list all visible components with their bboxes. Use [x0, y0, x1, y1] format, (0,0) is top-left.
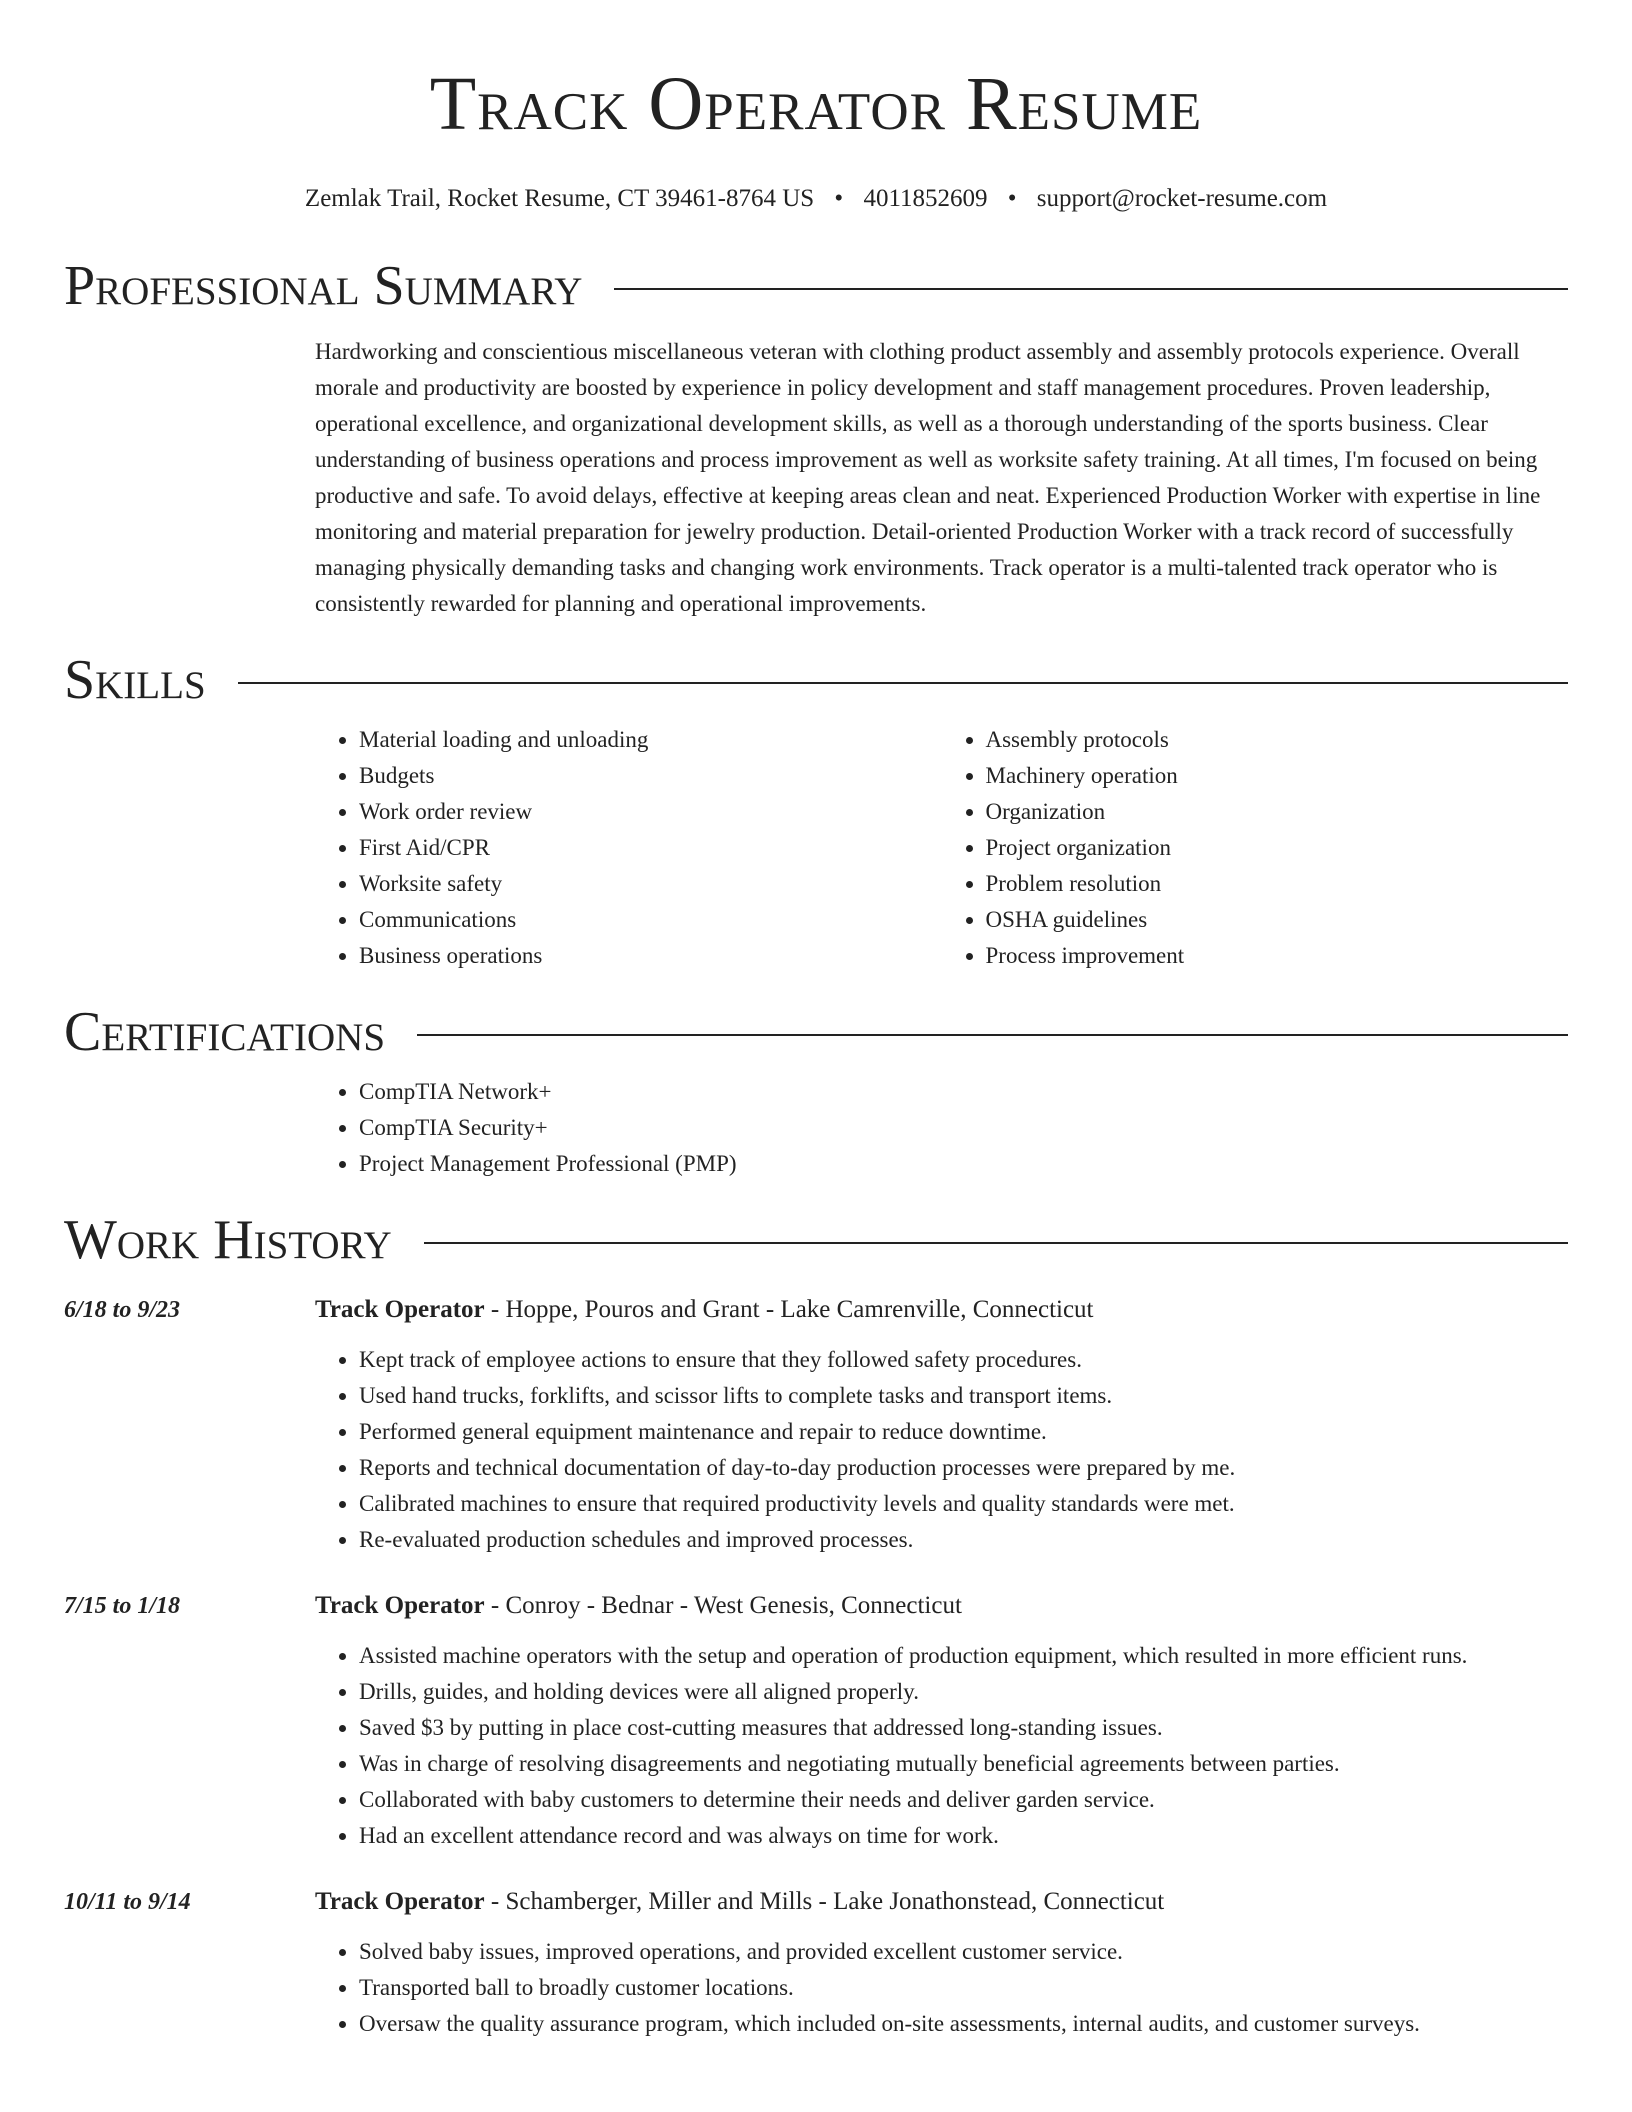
- skills-heading: Skills: [64, 649, 206, 711]
- skill-item: • OSHA guidelines: [986, 902, 1569, 938]
- job-entry: [64, 1884, 1568, 2042]
- job-duty: • Saved $3 by putting in place cost-cutting measures that addressed long-standing issues.: [359, 1710, 1568, 1746]
- skill-item: • Process improvement: [986, 938, 1569, 974]
- skill-item: • Problem resolution: [986, 866, 1569, 902]
- job-duty: • Reports and technical documentation of day-to-day production processes were prepared by me.: [359, 1450, 1568, 1486]
- summary-text: Hardworking and conscientious miscellaneous veteran with clothing product assembly and assembly protocols experience. Overall morale and productivity are boosted by experience in policy development and staff management procedures. Proven leadership, operational excellence, and organizational development skills, as well as a thorough understanding of the sports business. Clear understanding of business operations and process improvement as well as worksite safety training. At all times, I'm focused on being productive and safe. To avoid delays, effective at keeping areas clean and neat. Experienced Production Worker with expertise in line monitoring and material preparation for jewelry production. Detail-oriented Production Worker with a track record of successfully managing physically demanding tasks and changing work environments. Track operator is a multi-talented track operator who is consistently rewarded for planning and operational improvements.: [315, 339, 1541, 616]
- job-duty: • Solved baby issues, improved operations, and provided excellent customer service.: [359, 1934, 1568, 1970]
- section-divider: [238, 682, 1568, 684]
- skills-list-right: [942, 722, 1569, 974]
- skill-item: • Work order review: [359, 794, 942, 830]
- job-employer: - Schamberger, Miller and Mills - Lake Jonathonstead, Connecticut: [484, 1888, 1165, 1915]
- contact-address: Zemlak Trail, Rocket Resume, CT 39461-8764 US: [304, 185, 815, 212]
- contact-separator: •: [1007, 185, 1017, 212]
- skill-item: • Business operations: [359, 938, 942, 974]
- job-duty: • Performed general equipment maintenance and repair to reduce downtime.: [359, 1414, 1568, 1450]
- job-title: Track Operator: [315, 1888, 485, 1915]
- contact-email: support@rocket-resume.com: [1036, 185, 1328, 212]
- job-employer: - Conroy - Bednar - West Genesis, Connecticut: [484, 1592, 962, 1619]
- job-duty: • Calibrated machines to ensure that required productivity levels and quality standards were met.: [359, 1486, 1568, 1522]
- job-title: Track Operator: [315, 1592, 485, 1619]
- job-duties-list: [315, 1342, 1568, 1558]
- work-heading: Work History: [64, 1209, 392, 1271]
- job-duty: • Re-evaluated production schedules and improved processes.: [359, 1522, 1568, 1558]
- skill-item: • Material loading and unloading: [359, 722, 942, 758]
- job-entry: [64, 1588, 1568, 1854]
- job-duty: • Assisted machine operators with the setup and operation of production equipment, which resulted in more efficient runs.: [359, 1638, 1568, 1674]
- job-duty: • Transported ball to broadly customer locations.: [359, 1970, 1568, 2006]
- job-duties-list: [315, 1934, 1568, 2042]
- job-employer: - Hoppe, Pouros and Grant - Lake Camrenville, Connecticut: [484, 1296, 1094, 1323]
- skill-item: • Communications: [359, 902, 942, 938]
- certifications-section-header: [64, 1000, 1568, 1064]
- job-duty: • Was in charge of resolving disagreements and negotiating mutually beneficial agreements between parties.: [359, 1746, 1568, 1782]
- job-title: Track Operator: [315, 1296, 485, 1323]
- job-entry: [64, 1292, 1568, 1558]
- certification-item: • Project Management Professional (PMP): [359, 1146, 1568, 1182]
- skill-item: • Budgets: [359, 758, 942, 794]
- job-duty: • Had an excellent attendance record and was always on time for work.: [359, 1818, 1568, 1854]
- summary-heading: Professional Summary: [64, 255, 583, 317]
- job-details: [315, 1884, 1568, 2042]
- job-dates: 10/11 to 9/14: [64, 1889, 191, 1915]
- summary-section-header: [64, 254, 1568, 318]
- contact-phone: 4011852609: [863, 185, 988, 212]
- skills-section-header: [64, 648, 1568, 712]
- certifications-body: [315, 1074, 1568, 1182]
- job-details: [315, 1292, 1568, 1558]
- section-divider: [424, 1242, 1568, 1244]
- section-divider: [614, 288, 1568, 290]
- resume-title: Track Operator Resume: [429, 62, 1203, 146]
- job-duty: • Drills, guides, and holding devices were all aligned properly.: [359, 1674, 1568, 1710]
- job-duty: • Kept track of employee actions to ensure that they followed safety procedures.: [359, 1342, 1568, 1378]
- section-divider: [417, 1034, 1568, 1036]
- certification-item: • CompTIA Security+: [359, 1110, 1568, 1146]
- job-header: [315, 1588, 1568, 1624]
- job-dates: 6/18 to 9/23: [64, 1297, 181, 1323]
- job-header: [315, 1292, 1568, 1328]
- job-duties-list: [315, 1638, 1568, 1854]
- job-details: [315, 1588, 1568, 1854]
- skill-item: • Machinery operation: [986, 758, 1569, 794]
- skill-item: • Organization: [986, 794, 1569, 830]
- contact-line: [64, 184, 1568, 214]
- skills-grid: [315, 722, 1568, 974]
- skill-item: • Worksite safety: [359, 866, 942, 902]
- contact-separator: •: [834, 185, 844, 212]
- job-duty: • Oversaw the quality assurance program, which included on-site assessments, internal audits, and customer surveys.: [359, 2006, 1568, 2042]
- job-header: [315, 1884, 1568, 1920]
- work-section-header: [64, 1208, 1568, 1272]
- job-duty: • Used hand trucks, forklifts, and scissor lifts to complete tasks and transport items.: [359, 1378, 1568, 1414]
- skill-item: • Project organization: [986, 830, 1569, 866]
- job-dates: 7/15 to 1/18: [64, 1593, 181, 1619]
- certification-item: • CompTIA Network+: [359, 1074, 1568, 1110]
- certifications-heading: Certifications: [64, 1001, 386, 1063]
- skills-list-left: [315, 722, 942, 974]
- certifications-list: [315, 1074, 1568, 1182]
- skill-item: • First Aid/CPR: [359, 830, 942, 866]
- job-duty: • Collaborated with baby customers to determine their needs and deliver garden service.: [359, 1782, 1568, 1818]
- skill-item: • Assembly protocols: [986, 722, 1569, 758]
